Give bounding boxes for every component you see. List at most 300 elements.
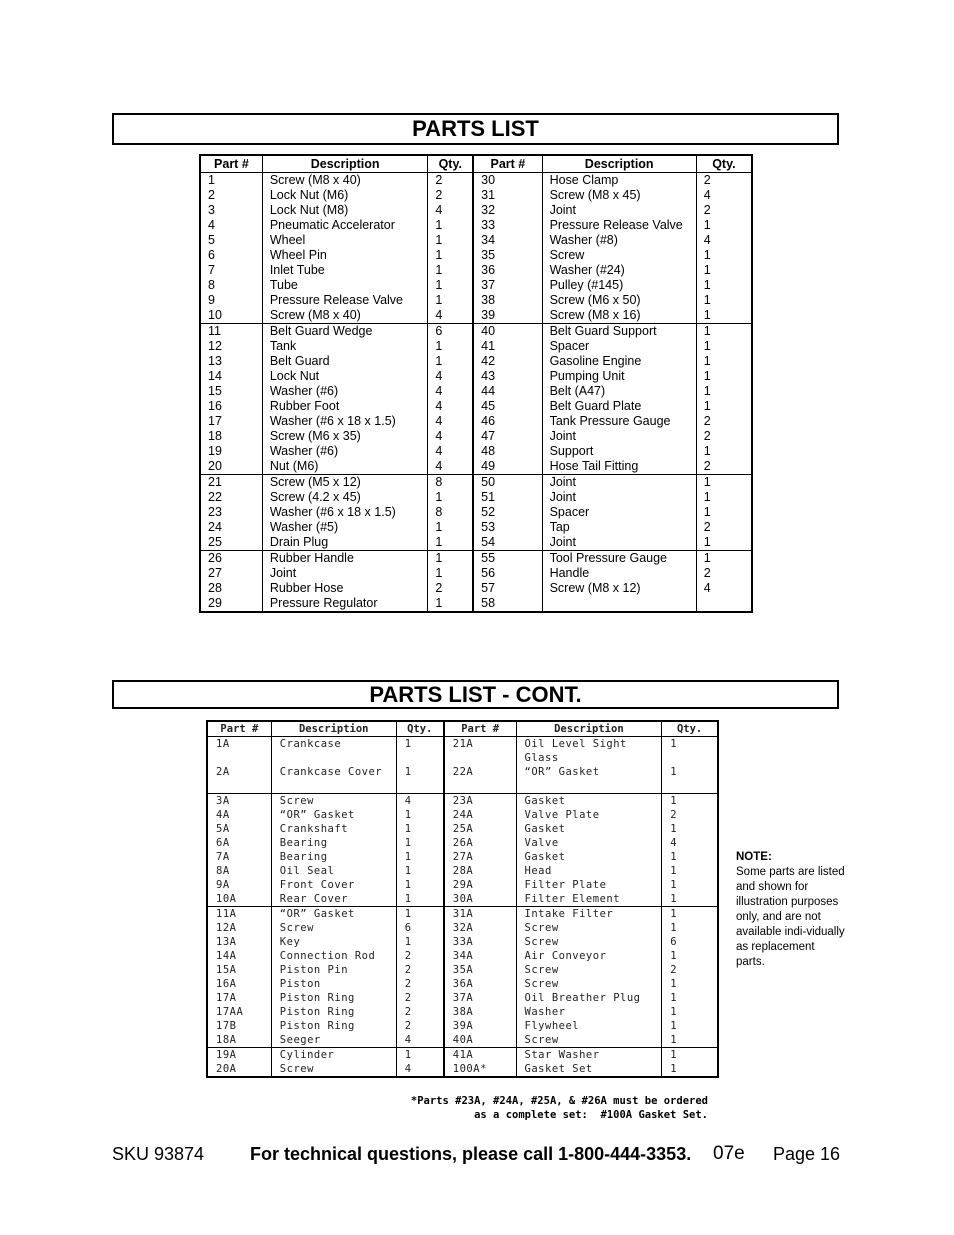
table-cell: 45 <box>473 399 542 414</box>
table-row <box>207 836 718 850</box>
table-cell: 1 <box>696 384 752 399</box>
gasket-set-footnote <box>300 1094 708 1122</box>
table-cell: 1 <box>428 339 473 354</box>
table-cell: 22 <box>200 490 262 505</box>
table-cell: 1 <box>696 278 752 293</box>
table-header-row <box>207 721 718 737</box>
table-cell: 38 <box>473 293 542 308</box>
column-header: Qty. <box>428 155 473 173</box>
table-cell: 2 <box>696 173 752 189</box>
table-cell: Tap <box>542 520 696 535</box>
column-header: Part # <box>473 155 542 173</box>
table-cell: 30 <box>473 173 542 189</box>
table-cell: Screw (M8 x 45) <box>542 188 696 203</box>
table-cell: Joint <box>542 535 696 551</box>
table-cell: Screw <box>516 977 662 991</box>
table-cell: 1 <box>696 399 752 414</box>
table-cell: Piston Ring <box>271 991 396 1005</box>
table-cell: 5A <box>207 822 271 836</box>
table-cell: 1 <box>696 354 752 369</box>
table-cell: Flywheel <box>516 1019 662 1033</box>
table-cell: Pumping Unit <box>542 369 696 384</box>
table-cell: 4 <box>396 1033 444 1048</box>
table-cell: 16 <box>200 399 262 414</box>
table-cell: 10 <box>200 308 262 324</box>
table-cell: 1 <box>396 892 444 907</box>
table-cell: 6 <box>396 921 444 935</box>
table-cell: 2 <box>696 414 752 429</box>
table-cell: Screw (4.2 x 45) <box>262 490 428 505</box>
table-cell: Screw <box>516 963 662 977</box>
technical-support-phone: For technical questions, please call 1-800-444-3353. <box>250 1144 692 1164</box>
table-cell: Tank Pressure Gauge <box>542 414 696 429</box>
table-cell: 22A <box>444 765 516 794</box>
table-cell: 1 <box>662 977 718 991</box>
table-row <box>200 459 752 475</box>
table-cell: Pulley (#145) <box>542 278 696 293</box>
table-row <box>207 794 718 809</box>
table-cell: 1 <box>428 596 473 612</box>
table-cell: 1 <box>428 551 473 567</box>
table-cell: Lock Nut <box>262 369 428 384</box>
table-cell: 1 <box>428 278 473 293</box>
sku-number: SKU 93874 <box>112 1144 205 1164</box>
table-cell: 4 <box>428 399 473 414</box>
table-cell: 1 <box>662 822 718 836</box>
table-row <box>207 808 718 822</box>
table-row <box>200 263 752 278</box>
table-cell: 1 <box>662 949 718 963</box>
table-cell: 2 <box>396 977 444 991</box>
table-cell: 6 <box>662 935 718 949</box>
column-header: Description <box>262 155 428 173</box>
table-cell: 4 <box>428 444 473 459</box>
column-header: Description <box>542 155 696 173</box>
table-cell: 35A <box>444 963 516 977</box>
table-cell: 48 <box>473 444 542 459</box>
table-row <box>200 324 752 340</box>
table-cell: “OR” Gasket <box>271 907 396 922</box>
table-cell: 1 <box>696 505 752 520</box>
table-cell: 25A <box>444 822 516 836</box>
table-cell: 43 <box>473 369 542 384</box>
table-cell: 4 <box>428 459 473 475</box>
table-cell: 1 <box>696 293 752 308</box>
table-cell: “OR” Gasket <box>271 808 396 822</box>
table-cell: 13A <box>207 935 271 949</box>
table-cell: 39A <box>444 1019 516 1033</box>
table-cell: 28A <box>444 864 516 878</box>
table-cell: 2 <box>696 203 752 218</box>
table-cell: 12 <box>200 339 262 354</box>
table-cell: 14A <box>207 949 271 963</box>
column-header: Qty. <box>396 721 444 737</box>
table-cell: 15A <box>207 963 271 977</box>
table-cell: 33 <box>473 218 542 233</box>
table-cell: 11 <box>200 324 262 340</box>
table-cell: 1 <box>428 354 473 369</box>
table-cell: Support <box>542 444 696 459</box>
table-cell: Screw <box>271 794 396 809</box>
table-cell: 2 <box>696 429 752 444</box>
table-cell: Filter Plate <box>516 878 662 892</box>
table-cell: 27A <box>444 850 516 864</box>
table-cell: Washer (#6) <box>262 384 428 399</box>
table-row <box>207 765 718 794</box>
table-cell: 1 <box>696 263 752 278</box>
table-cell: 42 <box>473 354 542 369</box>
table-cell: 1 <box>696 248 752 263</box>
table-cell: Belt Guard <box>262 354 428 369</box>
table-cell: 1 <box>696 308 752 324</box>
table-row <box>207 921 718 935</box>
column-header: Qty. <box>662 721 718 737</box>
table-cell: Pressure Regulator <box>262 596 428 612</box>
table-cell: 1 <box>662 878 718 892</box>
table-cell: Joint <box>542 490 696 505</box>
table-cell: 1 <box>396 765 444 794</box>
table-cell: 10A <box>207 892 271 907</box>
table-cell: Rubber Hose <box>262 581 428 596</box>
table-cell: 12A <box>207 921 271 935</box>
table-cell: 46 <box>473 414 542 429</box>
table-row <box>207 892 718 907</box>
table-row <box>200 233 752 248</box>
table-cell: Oil Level Sight Glass <box>516 737 662 766</box>
table-cell: 29A <box>444 878 516 892</box>
table-row <box>200 566 752 581</box>
table-cell: 2 <box>396 963 444 977</box>
table-cell: 25 <box>200 535 262 551</box>
table-row <box>207 935 718 949</box>
table-cell: 26 <box>200 551 262 567</box>
table-cell: Air Conveyor <box>516 949 662 963</box>
table-cell: 18A <box>207 1033 271 1048</box>
table-row <box>200 475 752 491</box>
table-row <box>207 822 718 836</box>
table-cell: Screw <box>516 921 662 935</box>
table-cell: Intake Filter <box>516 907 662 922</box>
table-row <box>200 369 752 384</box>
table-cell: 15 <box>200 384 262 399</box>
table-cell: Oil Breather Plug <box>516 991 662 1005</box>
table-row <box>200 384 752 399</box>
table-cell: 1 <box>662 864 718 878</box>
table-cell: 27 <box>200 566 262 581</box>
table-cell: 31A <box>444 907 516 922</box>
table-row <box>207 991 718 1005</box>
table-cell: 2 <box>696 459 752 475</box>
footnote-line-1: *Parts #23A, #24A, #25A, & #26A must be ordered <box>410 1095 708 1107</box>
table-row <box>200 581 752 596</box>
table-cell: 6 <box>428 324 473 340</box>
table-cell: Handle <box>542 566 696 581</box>
illustration-note <box>736 850 846 970</box>
table-cell: 37 <box>473 278 542 293</box>
table-cell: 1 <box>396 822 444 836</box>
table-cell: Tool Pressure Gauge <box>542 551 696 567</box>
table-cell: 1 <box>396 836 444 850</box>
table-cell: Screw (M6 x 50) <box>542 293 696 308</box>
table-cell: 2 <box>396 949 444 963</box>
column-header: Description <box>516 721 662 737</box>
table-cell: 1 <box>662 1005 718 1019</box>
table-cell: Crankcase Cover <box>271 765 396 794</box>
table-cell: Washer (#6) <box>262 444 428 459</box>
table-cell: 1 <box>428 233 473 248</box>
table-cell: Screw <box>516 935 662 949</box>
table-cell: 21A <box>444 737 516 766</box>
table-cell: Seeger <box>271 1033 396 1048</box>
table-cell: 1 <box>428 535 473 551</box>
column-header: Part # <box>200 155 262 173</box>
table-row <box>207 963 718 977</box>
table-row <box>207 864 718 878</box>
table-row <box>200 505 752 520</box>
table-header-row <box>200 155 752 173</box>
table-cell: 16A <box>207 977 271 991</box>
table-row <box>200 308 752 324</box>
table-cell: Head <box>516 864 662 878</box>
table-row <box>207 1019 718 1033</box>
table-cell: 1 <box>662 765 718 794</box>
table-cell: “OR” Gasket <box>516 765 662 794</box>
table-cell: Piston Ring <box>271 1019 396 1033</box>
table-cell: 1 <box>662 737 718 766</box>
table-cell: 1 <box>396 850 444 864</box>
table-cell: 26A <box>444 836 516 850</box>
table-cell: 6 <box>200 248 262 263</box>
table-row <box>200 399 752 414</box>
table-cell: 4 <box>428 429 473 444</box>
table-cell: 44 <box>473 384 542 399</box>
table-cell: 21 <box>200 475 262 491</box>
table-cell: Belt Guard Wedge <box>262 324 428 340</box>
table-cell: 1 <box>696 490 752 505</box>
table-cell: Lock Nut (M6) <box>262 188 428 203</box>
table-cell: 2 <box>396 1005 444 1019</box>
table-cell: 1 <box>696 218 752 233</box>
table-cell: 2 <box>428 173 473 189</box>
table-cell: 1 <box>396 935 444 949</box>
table-row <box>207 878 718 892</box>
table-cell: 20A <box>207 1062 271 1077</box>
table-cell: 1 <box>200 173 262 189</box>
table-cell: 4 <box>428 203 473 218</box>
table-row <box>207 737 718 766</box>
table-cell: 4 <box>696 233 752 248</box>
table-cell: 24 <box>200 520 262 535</box>
table-cell: Filter Element <box>516 892 662 907</box>
table-row <box>200 429 752 444</box>
table-row <box>200 339 752 354</box>
table-cell: 53 <box>473 520 542 535</box>
table-cell: 100A* <box>444 1062 516 1077</box>
table-row <box>200 203 752 218</box>
table-cell: 7 <box>200 263 262 278</box>
table-cell: Wheel <box>262 233 428 248</box>
table-cell: 34A <box>444 949 516 963</box>
table-cell: 4 <box>396 794 444 809</box>
table-cell: Drain Plug <box>262 535 428 551</box>
table-row <box>200 535 752 551</box>
table-cell: 1 <box>396 808 444 822</box>
table-cell: Star Washer <box>516 1048 662 1063</box>
table-cell: 3A <box>207 794 271 809</box>
table-cell: Screw <box>516 1033 662 1048</box>
table-cell: 30A <box>444 892 516 907</box>
parts-list-table <box>199 154 753 613</box>
table-cell: Crankshaft <box>271 822 396 836</box>
table-cell: 7A <box>207 850 271 864</box>
table-cell: Belt (A47) <box>542 384 696 399</box>
table-cell: 1 <box>428 248 473 263</box>
table-cell: 3 <box>200 203 262 218</box>
table-cell: Hose Tail Fitting <box>542 459 696 475</box>
table-cell: Crankcase <box>271 737 396 766</box>
table-cell: 29 <box>200 596 262 612</box>
table-cell: Joint <box>542 475 696 491</box>
table-cell: 4 <box>200 218 262 233</box>
table-cell: Joint <box>542 429 696 444</box>
table-cell: 2 <box>662 963 718 977</box>
page-number: Page 16 <box>773 1144 841 1164</box>
table-cell: 17AA <box>207 1005 271 1019</box>
table-cell: 2 <box>428 581 473 596</box>
table-cell: 58 <box>473 596 542 612</box>
table-cell: 4 <box>428 308 473 324</box>
table-cell: 47 <box>473 429 542 444</box>
table-cell: 52 <box>473 505 542 520</box>
table-cell: Tank <box>262 339 428 354</box>
table-row <box>207 850 718 864</box>
parts-list-title: PARTS LIST <box>112 113 839 145</box>
table-cell: Valve Plate <box>516 808 662 822</box>
table-cell: Washer (#6 x 18 x 1.5) <box>262 505 428 520</box>
table-cell: 2 <box>396 991 444 1005</box>
table-cell: 1 <box>428 293 473 308</box>
table-cell: 36A <box>444 977 516 991</box>
table-cell: Gasket <box>516 822 662 836</box>
table-cell: Inlet Tube <box>262 263 428 278</box>
column-header: Description <box>271 721 396 737</box>
table-cell: 4 <box>428 369 473 384</box>
table-cell: Pneumatic Accelerator <box>262 218 428 233</box>
parts-list-cont-title: PARTS LIST - CONT. <box>112 680 839 709</box>
note-text: Some parts are listed and shown for illustration purposes only, and are not available indi-vidually as replacement parts. <box>736 866 845 968</box>
table-cell: 8A <box>207 864 271 878</box>
table-cell: Rubber Handle <box>262 551 428 567</box>
column-header: Qty. <box>696 155 752 173</box>
table-cell: 4 <box>696 188 752 203</box>
table-cell: 36 <box>473 263 542 278</box>
table-cell: 1 <box>696 475 752 491</box>
table-cell: Tube <box>262 278 428 293</box>
table-cell: Gasket <box>516 794 662 809</box>
table-cell: 13 <box>200 354 262 369</box>
table-cell: 1 <box>662 794 718 809</box>
table-cell: Bearing <box>271 850 396 864</box>
table-cell: 8 <box>428 475 473 491</box>
table-cell: Gasket Set <box>516 1062 662 1077</box>
table-cell: 6A <box>207 836 271 850</box>
table-cell: 2 <box>428 188 473 203</box>
table-cell: Belt Guard Support <box>542 324 696 340</box>
table-cell: 54 <box>473 535 542 551</box>
table-cell: Washer (#5) <box>262 520 428 535</box>
table-cell: 35 <box>473 248 542 263</box>
table-cell: 4 <box>696 581 752 596</box>
table-cell: Screw (M6 x 35) <box>262 429 428 444</box>
table-cell: Gasoline Engine <box>542 354 696 369</box>
table-cell: 1 <box>696 551 752 567</box>
table-cell: 1 <box>396 878 444 892</box>
table-cell: Joint <box>542 203 696 218</box>
table-row <box>200 248 752 263</box>
table-row <box>207 1048 718 1063</box>
table-cell: 1 <box>696 324 752 340</box>
table-cell: 8 <box>428 505 473 520</box>
table-cell: 19 <box>200 444 262 459</box>
table-cell: 23 <box>200 505 262 520</box>
table-cell: 2 <box>696 520 752 535</box>
table-cell: 1 <box>662 907 718 922</box>
table-cell: 1 <box>662 921 718 935</box>
table-cell: 1 <box>662 1048 718 1063</box>
table-cell: Bearing <box>271 836 396 850</box>
table-cell: Nut (M6) <box>262 459 428 475</box>
parts-list-cont-table <box>206 720 719 1078</box>
table-cell: 1 <box>396 907 444 922</box>
table-cell: 1 <box>696 535 752 551</box>
table-cell: 9A <box>207 878 271 892</box>
table-cell: 4 <box>428 384 473 399</box>
table-cell: Joint <box>262 566 428 581</box>
table-cell: Rear Cover <box>271 892 396 907</box>
table-cell: 23A <box>444 794 516 809</box>
table-cell: 32 <box>473 203 542 218</box>
table-cell: Wheel Pin <box>262 248 428 263</box>
table-cell: Hose Clamp <box>542 173 696 189</box>
table-cell: 1 <box>662 1019 718 1033</box>
table-cell: 8 <box>200 278 262 293</box>
table-cell: Spacer <box>542 339 696 354</box>
table-cell: Rubber Foot <box>262 399 428 414</box>
table-cell: 41A <box>444 1048 516 1063</box>
table-cell: Washer (#24) <box>542 263 696 278</box>
table-cell: 49 <box>473 459 542 475</box>
table-cell: 1 <box>696 339 752 354</box>
table-cell: Screw <box>542 248 696 263</box>
table-cell: 1 <box>696 444 752 459</box>
table-cell: 4 <box>428 414 473 429</box>
table-row <box>200 173 752 189</box>
table-row <box>207 949 718 963</box>
table-cell: 1 <box>662 1062 718 1077</box>
table-cell: 1 <box>662 991 718 1005</box>
table-cell: Screw (M8 x 40) <box>262 173 428 189</box>
table-cell: Key <box>271 935 396 949</box>
table-cell: Cylinder <box>271 1048 396 1063</box>
table-cell: 19A <box>207 1048 271 1063</box>
table-cell: Pressure Release Valve <box>542 218 696 233</box>
table-cell: Screw <box>271 921 396 935</box>
table-row <box>200 520 752 535</box>
table-row <box>200 188 752 203</box>
table-cell: 4 <box>662 836 718 850</box>
table-cell: 51 <box>473 490 542 505</box>
table-cell: 31 <box>473 188 542 203</box>
